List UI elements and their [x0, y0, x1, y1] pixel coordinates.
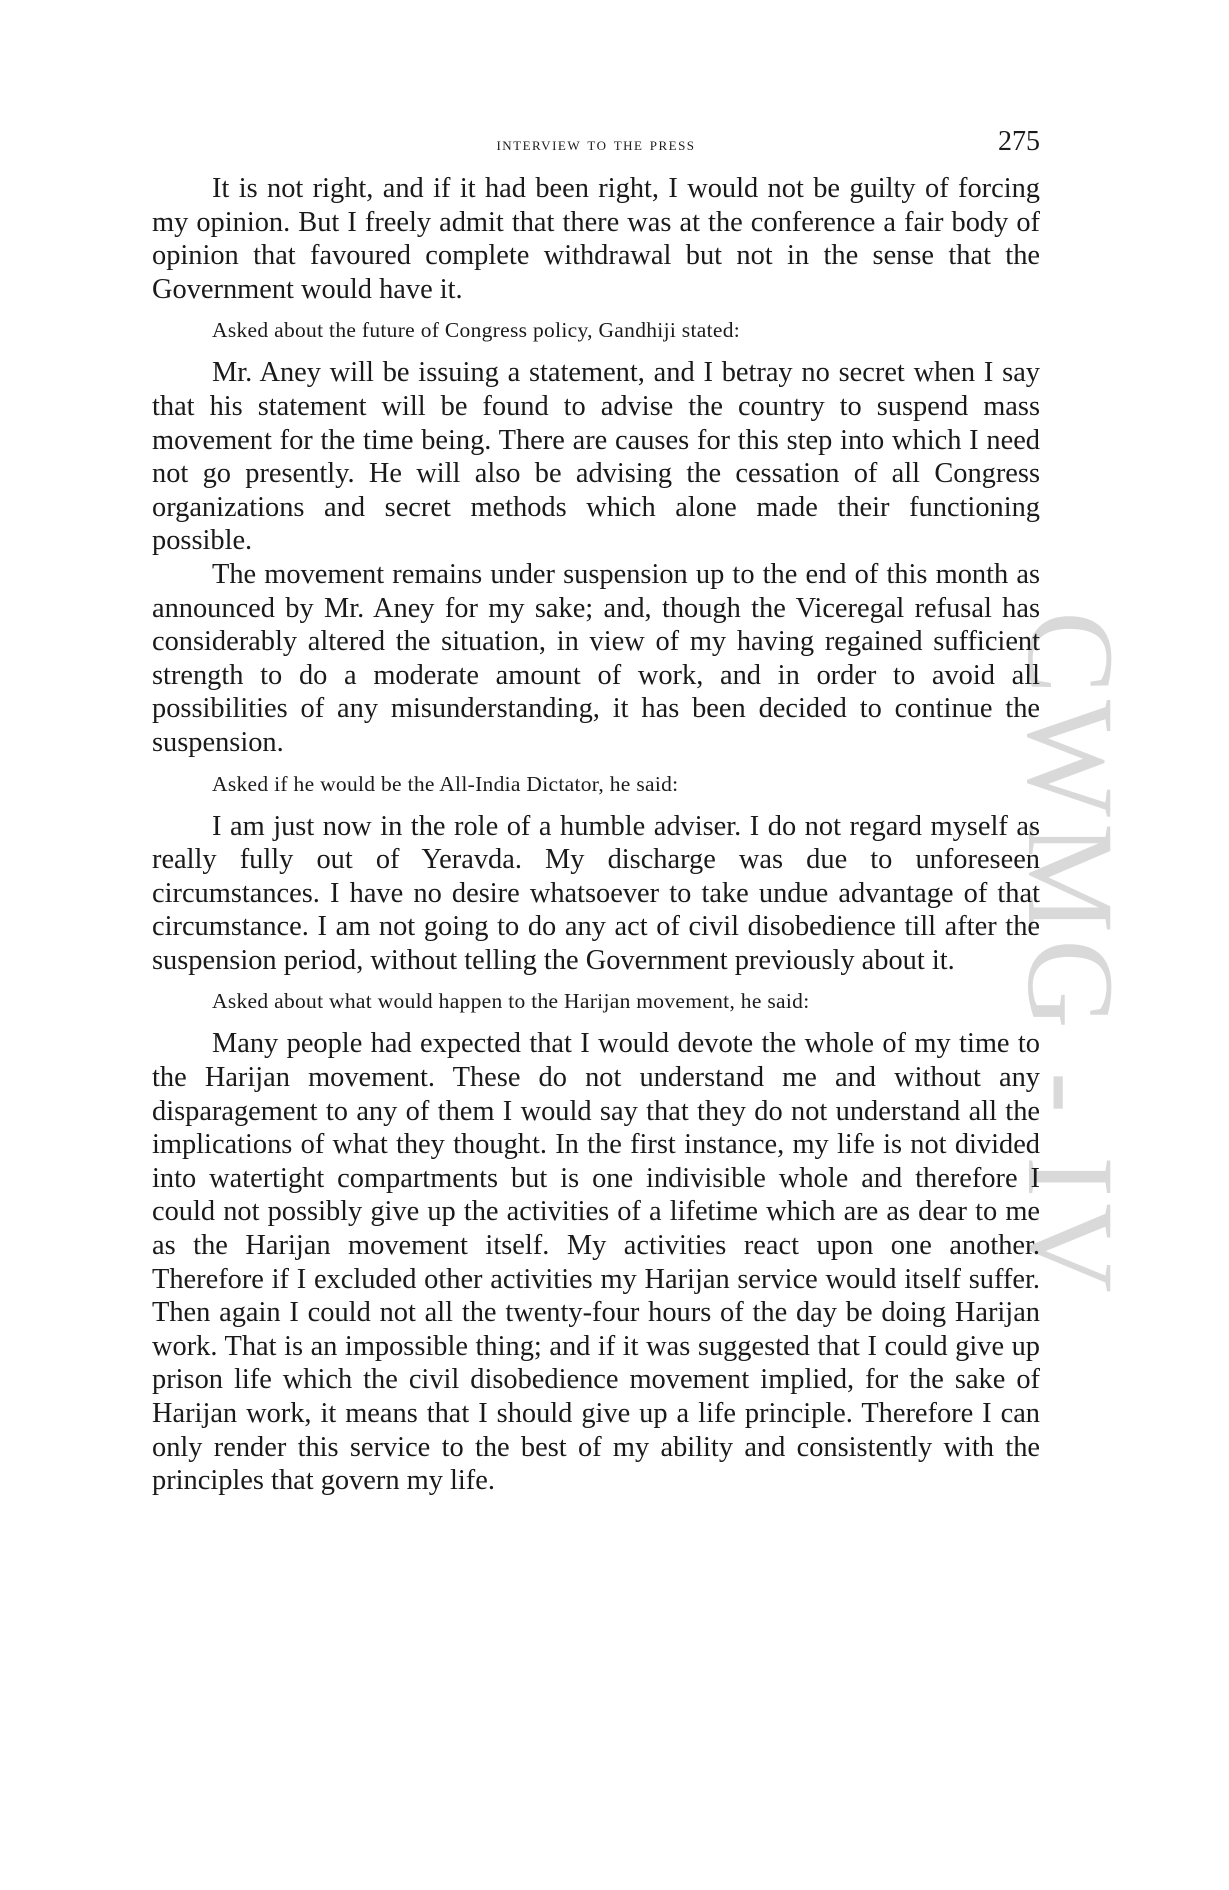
question-prompt: Asked about what would happen to the Harijan movement, he said: — [212, 989, 810, 1014]
question-prompt: Asked about the future of Congress policy, Gandhiji stated: — [212, 318, 741, 343]
body-paragraph: It is not right, and if it had been right, I would not be guilty of forcing my opinion. But I freely admit that there was at the conference a fair body of opinion that favoured complete withdrawal but not in the sense that the Government would have it. — [152, 173, 1040, 305]
body-paragraph: I am just now in the role of a humble adviser. I do not regard myself as really fully out of Yeravda. My discharge was due to unforeseen circumstances. I have no desire whatsoever to take undue advantage of that circumstance. I am not going to do any act of civil disobedience till after the suspension period, without telling the Government previously about it. — [152, 810, 1040, 976]
body-paragraph: Mr. Aney will be issuing a statement, and I betray no secret when I say that his statement will be found to advise the country to suspend mass movement for the time being. There are causes for this step into which I need not go presently. He will also be advising the cessation of all Congress organizations and secret methods which alone made their functioning possible. — [152, 357, 1040, 557]
page — [152, 120, 1040, 1498]
body-paragraph: The movement remains under suspension up to the end of this month as announced by Mr. Aney for my sake; and, though the Viceregal refusal has considerably altered the situation, in view of my having regained sufficient strength to do a moderate amount of work, and in order to avoid all possibilities of any misunderstanding, it has been decided to continue the suspension. — [152, 558, 1040, 758]
question-prompt: Asked if he would be the All-India Dictator, he said: — [212, 771, 679, 796]
page-header — [152, 120, 1040, 172]
page-number: 275 — [998, 126, 1040, 157]
body-paragraph: Many people had expected that I would devote the whole of my time to the Harijan movement. These do not understand me and without any disparagement to any of them I would say that they do not understand all the implications of what they thought. In the first instance, my life is not divided into watertight compartments but is one indivisible whole and therefore I could not possibly give up the activities of a lifetime which are as dear to me as the Harijan movement itself. My activities react upon one another. Therefore if I excluded other activities my Harijan service would itself suffer. Then again I could not all the twenty-four hours of the day be doing Harijan work. That is an impossible thing; and if it was suggested that I could give up prison life which the civil disobedience movement implied, for the sake of Harijan work, it means that I should give up a life principle. Therefore I can only render this service to the best of my ability and consistently with the principles that govern my life. — [152, 1028, 1040, 1497]
watermark-text: CWMG - IV — [1002, 611, 1139, 1299]
running-head: interview to the press — [496, 134, 696, 155]
